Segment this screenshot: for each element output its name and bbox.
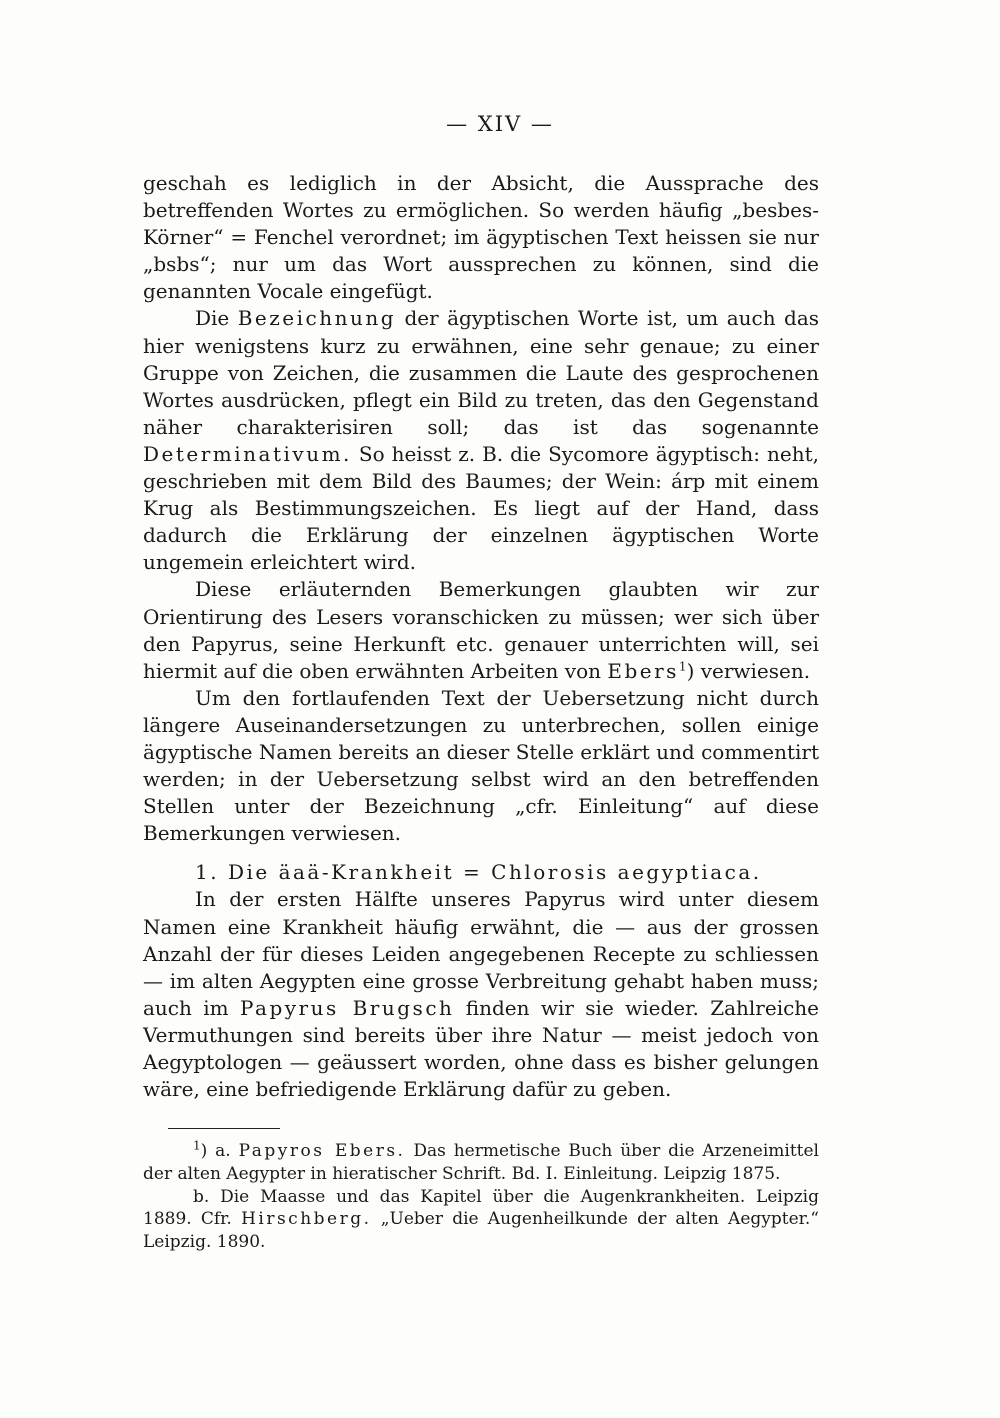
footnotes bbox=[143, 1140, 819, 1254]
paragraph-5 bbox=[143, 886, 819, 1103]
spaced-term-hirschberg: Hirschberg. bbox=[241, 1209, 372, 1230]
paragraph-1: geschah es lediglich in der Absicht, die Aussprache des betreffenden Wortes zu ermöglichen. So werden häufig „besbes-Körner“ = Fenchel verordnet; im ägyptischen Text heissen sie nur „bsbs“; nur um das Wort aussprechen zu können, sind die genannten Vocale eingefügt. bbox=[143, 171, 819, 304]
spaced-term-ebers: Ebers bbox=[607, 658, 679, 683]
text-run: In der ersten Hälfte unseres Papyrus wird unter diesem Namen eine Krankheit häufig erwähnt, die — aus der grossen Anzahl der für dieses Leiden angegebenen Recepte zu schliessen — im alten Aegypten eine grosse Verbreitung gehabt haben muss; auch im bbox=[143, 887, 819, 1020]
text-run: Diese erläuternden Bemerkungen glaubten wir zur Orientirung des Lesers voranschicken zu müssen; wer sich über den Papyrus, seine Herkunft etc. genauer unterrichten will, sei hiermit auf die oben erwähnten Arbeiten von bbox=[143, 577, 819, 683]
page-number-header: — XIV — bbox=[446, 112, 554, 136]
footnote-1 bbox=[143, 1140, 819, 1186]
text-run: Das hermetische Buch über die Arzeneimittel der alten Aegypter in hieratischer Schrift. Bd. I. Einleitung. Leipzig 1875. bbox=[143, 1141, 819, 1184]
text-run: „Ueber die Augenheilkunde der alten Aegypter.“ Leipzig. 1890. bbox=[143, 1209, 819, 1253]
text-run: finden wir sie wieder. Zahlreiche Vermuthungen sind bereits über ihre Natur — meist jedoch von Aegyptologen — geäussert worden, ohne dass es bisher gelungen wäre, eine befriedigende Erklärung dafür zu geben. bbox=[143, 995, 820, 1102]
text-run: Die bbox=[195, 306, 238, 331]
footnote-mark: 1 bbox=[193, 1138, 201, 1153]
footnote-reference: 1 bbox=[678, 659, 687, 674]
section-title: 1. Die äaä-Krankheit = Chlorosis aegyptiaca. bbox=[195, 860, 762, 885]
text-run: ) a. bbox=[200, 1141, 239, 1161]
spaced-term-bezeichnung: Bezeichnung bbox=[237, 306, 397, 331]
footnote-divider bbox=[168, 1128, 280, 1129]
text-run: der ägyptischen Worte ist, um auch das hier wenigstens kurz zu erwähnen, eine sehr genaue; zu einer Gruppe von Zeichen, die zusammen die Laute des gesprochenen Wortes ausdrücken, pflegt ein Bild zu treten, das den Gegenstand näher charakterisiren soll; das ist das sogenannte bbox=[143, 306, 820, 439]
text-run: ) verwiesen. bbox=[686, 658, 811, 683]
spaced-term-papyrus-brugsch: Papyrus Brugsch bbox=[239, 995, 455, 1020]
paragraph-2 bbox=[143, 305, 819, 576]
text-run: b. Die Maasse und das Kapitel über die Augenkrankheiten. Leipzig 1889. Cfr. bbox=[143, 1186, 819, 1230]
paragraph-4: Um den fortlaufenden Text der Uebersetzung nicht durch längere Auseinandersetzungen zu unterbrechen, sollen einige ägyptische Namen bereits an dieser Stelle erklärt und commentirt werden; in der Uebersetzung selbst wird an den betreffenden Stellen unter der Bezeichnung „cfr. Einleitung“ auf diese Bemerkungen verwiesen. bbox=[143, 685, 819, 846]
main-text bbox=[143, 170, 819, 1103]
text-run: So heisst z. B. die Sycomore ägyptisch: neht, geschrieben mit dem Bild des Baumes; der Wein: árp mit einem Krug als Bestimmungszeichen. Es liegt auf der Hand, dass dadurch die Erklärung der einzelnen ägyptischen Worte ungemein erleichtert wird. bbox=[143, 441, 819, 575]
spaced-term-papyros-ebers: Papyros Ebers. bbox=[238, 1141, 406, 1161]
paragraph-3 bbox=[143, 576, 819, 684]
footnote-1b bbox=[143, 1186, 819, 1254]
spaced-term-determinativum: Determinativum. bbox=[143, 441, 352, 466]
